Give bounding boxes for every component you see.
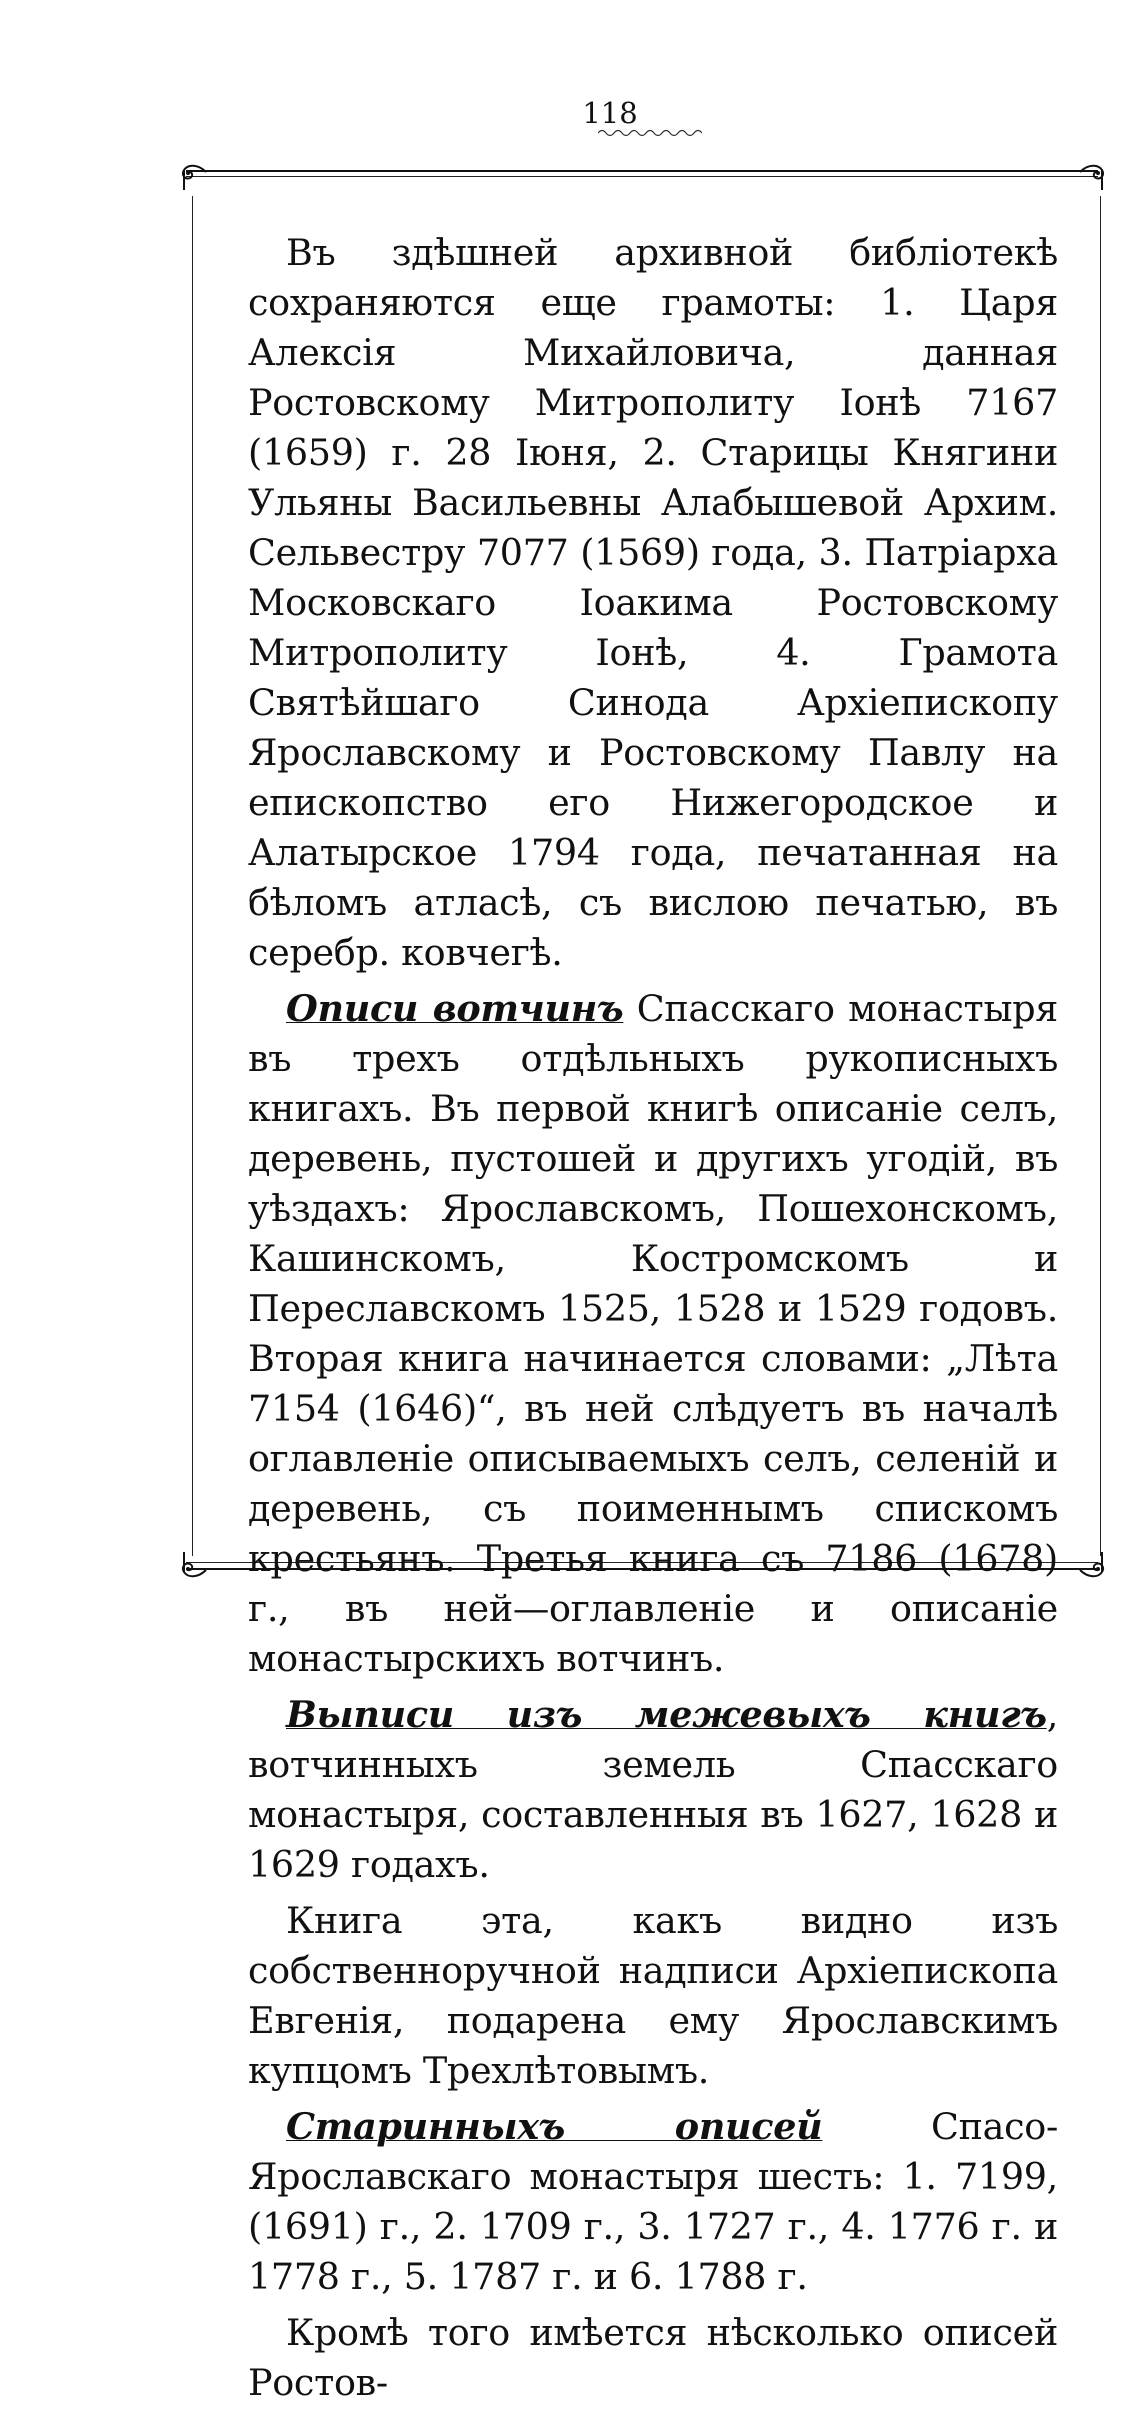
frame-right-side xyxy=(1100,196,1101,1556)
corner-ornament-bottom-right xyxy=(1074,1552,1110,1586)
paragraph xyxy=(248,984,1058,1684)
paragraph-text: Спасо-Ярославскаго монастыря шесть: 1. 7199, (1691) г., 2. 1709 г., 3. 1727 г., 4. 1776 г. и 1778 г., 5. 1787 г. и 6. 1788 г. xyxy=(248,2105,1058,2298)
frame-top-rule-inner xyxy=(186,176,1098,177)
paragraph xyxy=(248,2102,1058,2302)
paragraph-lead: Выписи изъ межевыхъ книгъ xyxy=(286,1693,1047,1736)
corner-ornament-bottom-left xyxy=(176,1552,212,1586)
paragraph-text: , вотчинныхъ земель Спасскаго монастыря, составленныя въ 1627, 1628 и 1629 годахъ. xyxy=(248,1693,1058,1886)
page-number xyxy=(0,96,1140,130)
corner-ornament-top-left xyxy=(176,156,212,190)
frame-left-side xyxy=(192,196,193,1556)
paragraph xyxy=(248,228,1058,978)
paragraph-lead: Описи вотчинъ xyxy=(286,987,624,1030)
page-number-text: 118 xyxy=(582,96,638,130)
paragraph-lead: Старинныхъ описей xyxy=(286,2105,823,2148)
paragraph-text: Спасскаго монастыря въ трехъ отдѣльныхъ рукописныхъ книгахъ. Въ первой книгѣ описаніе селъ, деревень, пустошей и другихъ угодій, въ уѣздахъ: Ярославскомъ, Пошехонскомъ, Кашинскомъ, Костромскомъ и Переславскомъ 1525, 1528 и 1529 годовъ. Вторая книга начинается словами: „Лѣта 7154 (1646)“, въ ней слѣдуетъ въ началѣ оглавленіе описываемыхъ селъ, селеній и деревень, съ поименнымъ спискомъ крестьянъ. Третья книга съ 7186 (1678) г., въ ней—оглавленіе и описаніе монастырскихъ вотчинъ. xyxy=(248,987,1058,1680)
paragraph-text: Книга эта, какъ видно изъ собственноручной надписи Архіепископа Евгенія, подарена ему Ярославскимъ купцомъ Трехлѣтовымъ. xyxy=(248,1899,1058,2092)
body-text xyxy=(248,228,1058,2414)
page-number-wave-ornament xyxy=(598,128,702,138)
paragraph-text: Кромѣ того имѣется нѣсколько описей Ростов- xyxy=(248,2311,1058,2404)
paragraph xyxy=(248,2308,1058,2408)
frame-top-rule xyxy=(186,170,1098,172)
corner-ornament-top-right xyxy=(1074,156,1110,190)
paragraph xyxy=(248,1690,1058,1890)
paragraph xyxy=(248,1896,1058,2096)
paragraph-text: Въ здѣшней архивной библіотекѣ сохраняются еще грамоты: 1. Царя Алексія Михайловича, данная Ростовскому Митрополиту Іонѣ 7167 (1659) г. 28 Іюня, 2. Старицы Княгини Ульяны Васильевны Алабышевой Архим. Сельвестру 7077 (1569) года, 3. Патріарха Московскаго Іоакима Ростовскому Митрополиту Іонѣ, 4. Грамота Святѣйшаго Синода Архіепископу Ярославскому и Ростовскому Павлу на епископство его Нижегородское и Алатырское 1794 года, печатанная на бѣломъ атласѣ, съ вислою печатью, въ серебр. ковчегѣ. xyxy=(248,231,1058,974)
